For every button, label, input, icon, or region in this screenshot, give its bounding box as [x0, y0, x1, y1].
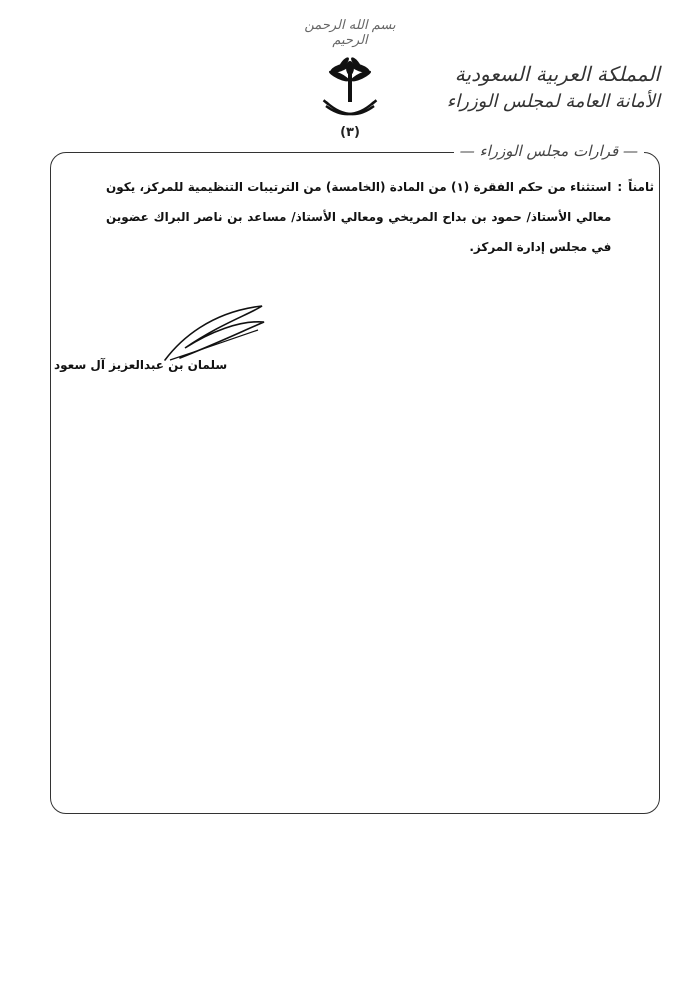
section-title: — قرارات مجلس الوزراء — [454, 142, 644, 160]
issuing-authority [446, 60, 660, 116]
clause-label: ثامناً [628, 180, 654, 194]
clause-eighth [62, 172, 654, 262]
org-line-secretariat: الأمانة العامة لمجلس الوزراء [446, 91, 660, 112]
signatory-name: سلمان بن عبدالعزيز آل سعود [54, 358, 228, 372]
org-line-kingdom: المملكة العربية السعودية [454, 62, 660, 86]
clause-separator: : [617, 180, 623, 194]
section-title-text: قرارات مجلس الوزراء [479, 142, 619, 160]
document-body [62, 172, 654, 262]
clause-text: استثناء من حكم الفقرة (١) من المادة (الخامسة) من الترتيبات التنظيمية للمركز، يكون معالي الأستاذ/ حمود بن بداح المريخي ومعالي الأستاذ/ مساعد بن ناصر البراك عضوين في مجلس إدارة المركز. [106, 180, 612, 254]
saudi-emblem-icon [320, 56, 380, 126]
basmala: بسم الله الرحمن الرحيم [304, 18, 396, 48]
page-number: (٣) [340, 125, 360, 140]
